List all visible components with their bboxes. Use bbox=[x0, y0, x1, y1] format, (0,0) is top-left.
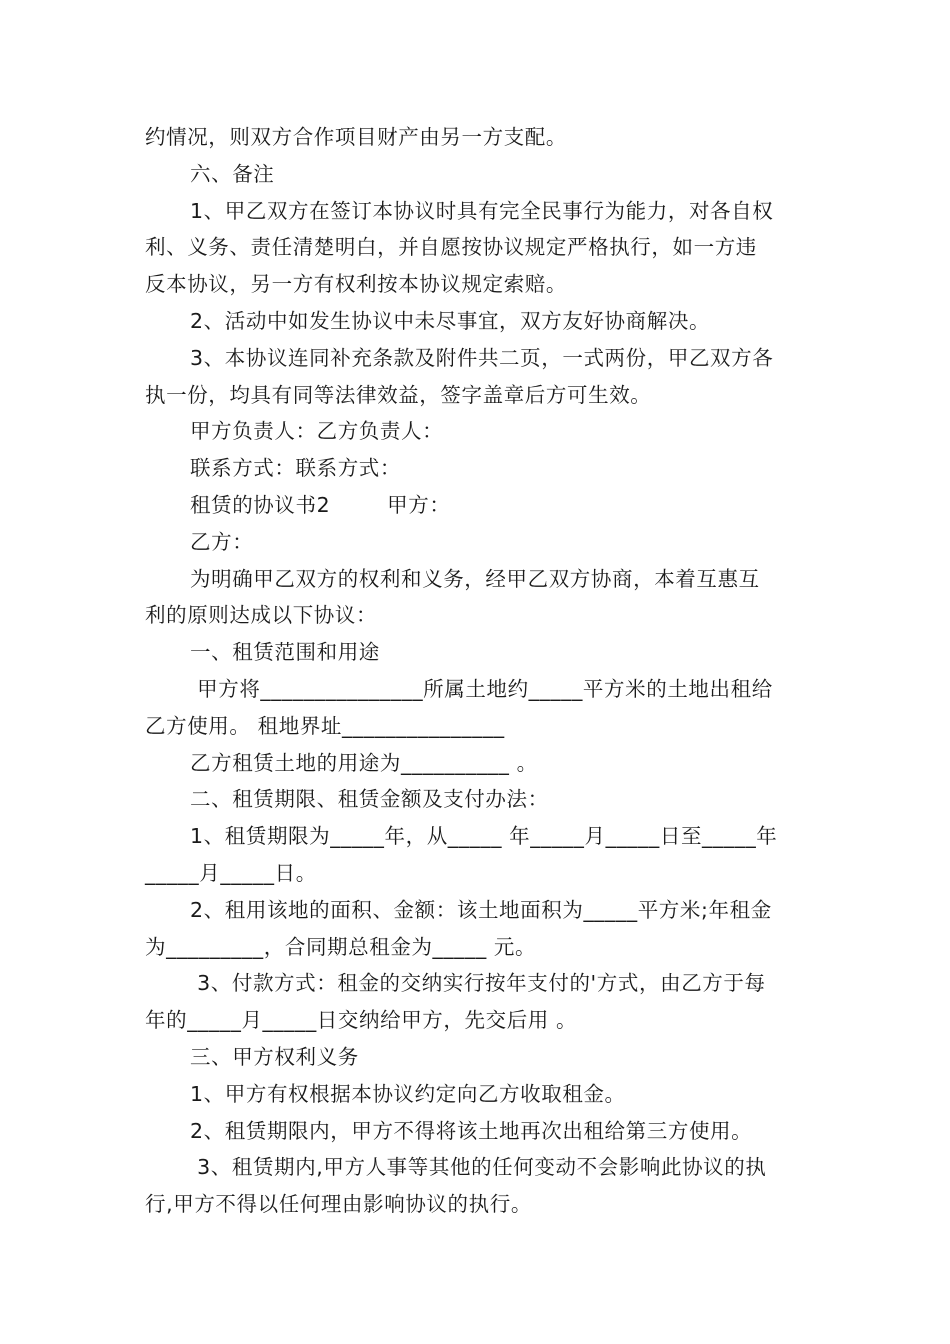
contact-line: 联系方式：联系方式： bbox=[190, 456, 401, 481]
text-line: 2、活动中如发生协议中未尽事宜，双方友好协商解决。 bbox=[190, 308, 711, 333]
text-line: 1、租赁期限为_____年，从_____ 年_____月_____日至_____年 bbox=[190, 824, 778, 849]
text-line: 1、甲乙双方在签订本协议时具有完全民事行为能力，对各自权 bbox=[190, 198, 774, 223]
text-line: 为_________，合同期总租金为_____ 元。 bbox=[145, 934, 537, 959]
section-heading-party-a: 三、甲方权利义务 bbox=[190, 1044, 359, 1069]
text-line: 乙方租赁土地的用途为__________ 。 bbox=[190, 750, 538, 775]
section-heading-remarks: 六、备注 bbox=[190, 161, 275, 186]
section-heading-scope: 一、租赁范围和用途 bbox=[190, 640, 380, 665]
text-line: 利、义务、责任清楚明白，并自愿按协议规定严格执行，如一方违 bbox=[145, 235, 757, 260]
section-heading-term: 二、租赁期限、租赁金额及支付办法： bbox=[190, 787, 549, 812]
text-line: 反本协议，另一方有权利按本协议规定索赔。 bbox=[145, 272, 567, 297]
party-b-line: 乙方： bbox=[190, 529, 254, 554]
text-line: 行,甲方不得以任何理由影响协议的执行。 bbox=[145, 1192, 532, 1217]
text-line: 1、甲方有权根据本协议约定向乙方收取租金。 bbox=[190, 1081, 626, 1106]
document-body bbox=[145, 119, 810, 1223]
text-line: 乙方使用。 租地界址_______________ bbox=[145, 713, 505, 738]
text-line: 3、付款方式：租金的交纳实行按年支付的'方式，由乙方于每 bbox=[190, 971, 766, 996]
text-line: _____月_____日。 bbox=[145, 860, 317, 885]
text-line: 2、租赁期限内，甲方不得将该土地再次出租给第三方使用。 bbox=[190, 1118, 753, 1143]
text-line: 为明确甲乙双方的权利和义务，经甲乙双方协商，本着互惠互 bbox=[190, 566, 760, 591]
text-line: 3、本协议连同补充条款及附件共二页，一式两份，甲乙双方各 bbox=[190, 345, 774, 370]
text-line: 利的原则达成以下协议： bbox=[145, 603, 378, 628]
text-line: 约情况，则双方合作项目财产由另一方支配。 bbox=[145, 125, 567, 149]
document-title-line: 租赁的协议书2 甲方： bbox=[190, 492, 451, 517]
text-line: 甲方将_______________所属土地约_____平方米的土地出租给 bbox=[190, 676, 773, 701]
text-line: 年的_____月_____日交纳给甲方，先交后用 。 bbox=[145, 1008, 578, 1033]
text-line: 3、租赁期内,甲方人事等其他的任何变动不会影响此协议的执 bbox=[190, 1155, 767, 1180]
text-line: 执一份，均具有同等法律效益，签字盖章后方可生效。 bbox=[145, 382, 652, 407]
text-line: 2、租用该地的面积、金额：该土地面积为_____平方米;年租金 bbox=[190, 897, 772, 922]
signatory-line: 甲方负责人：乙方负责人： bbox=[190, 419, 444, 444]
